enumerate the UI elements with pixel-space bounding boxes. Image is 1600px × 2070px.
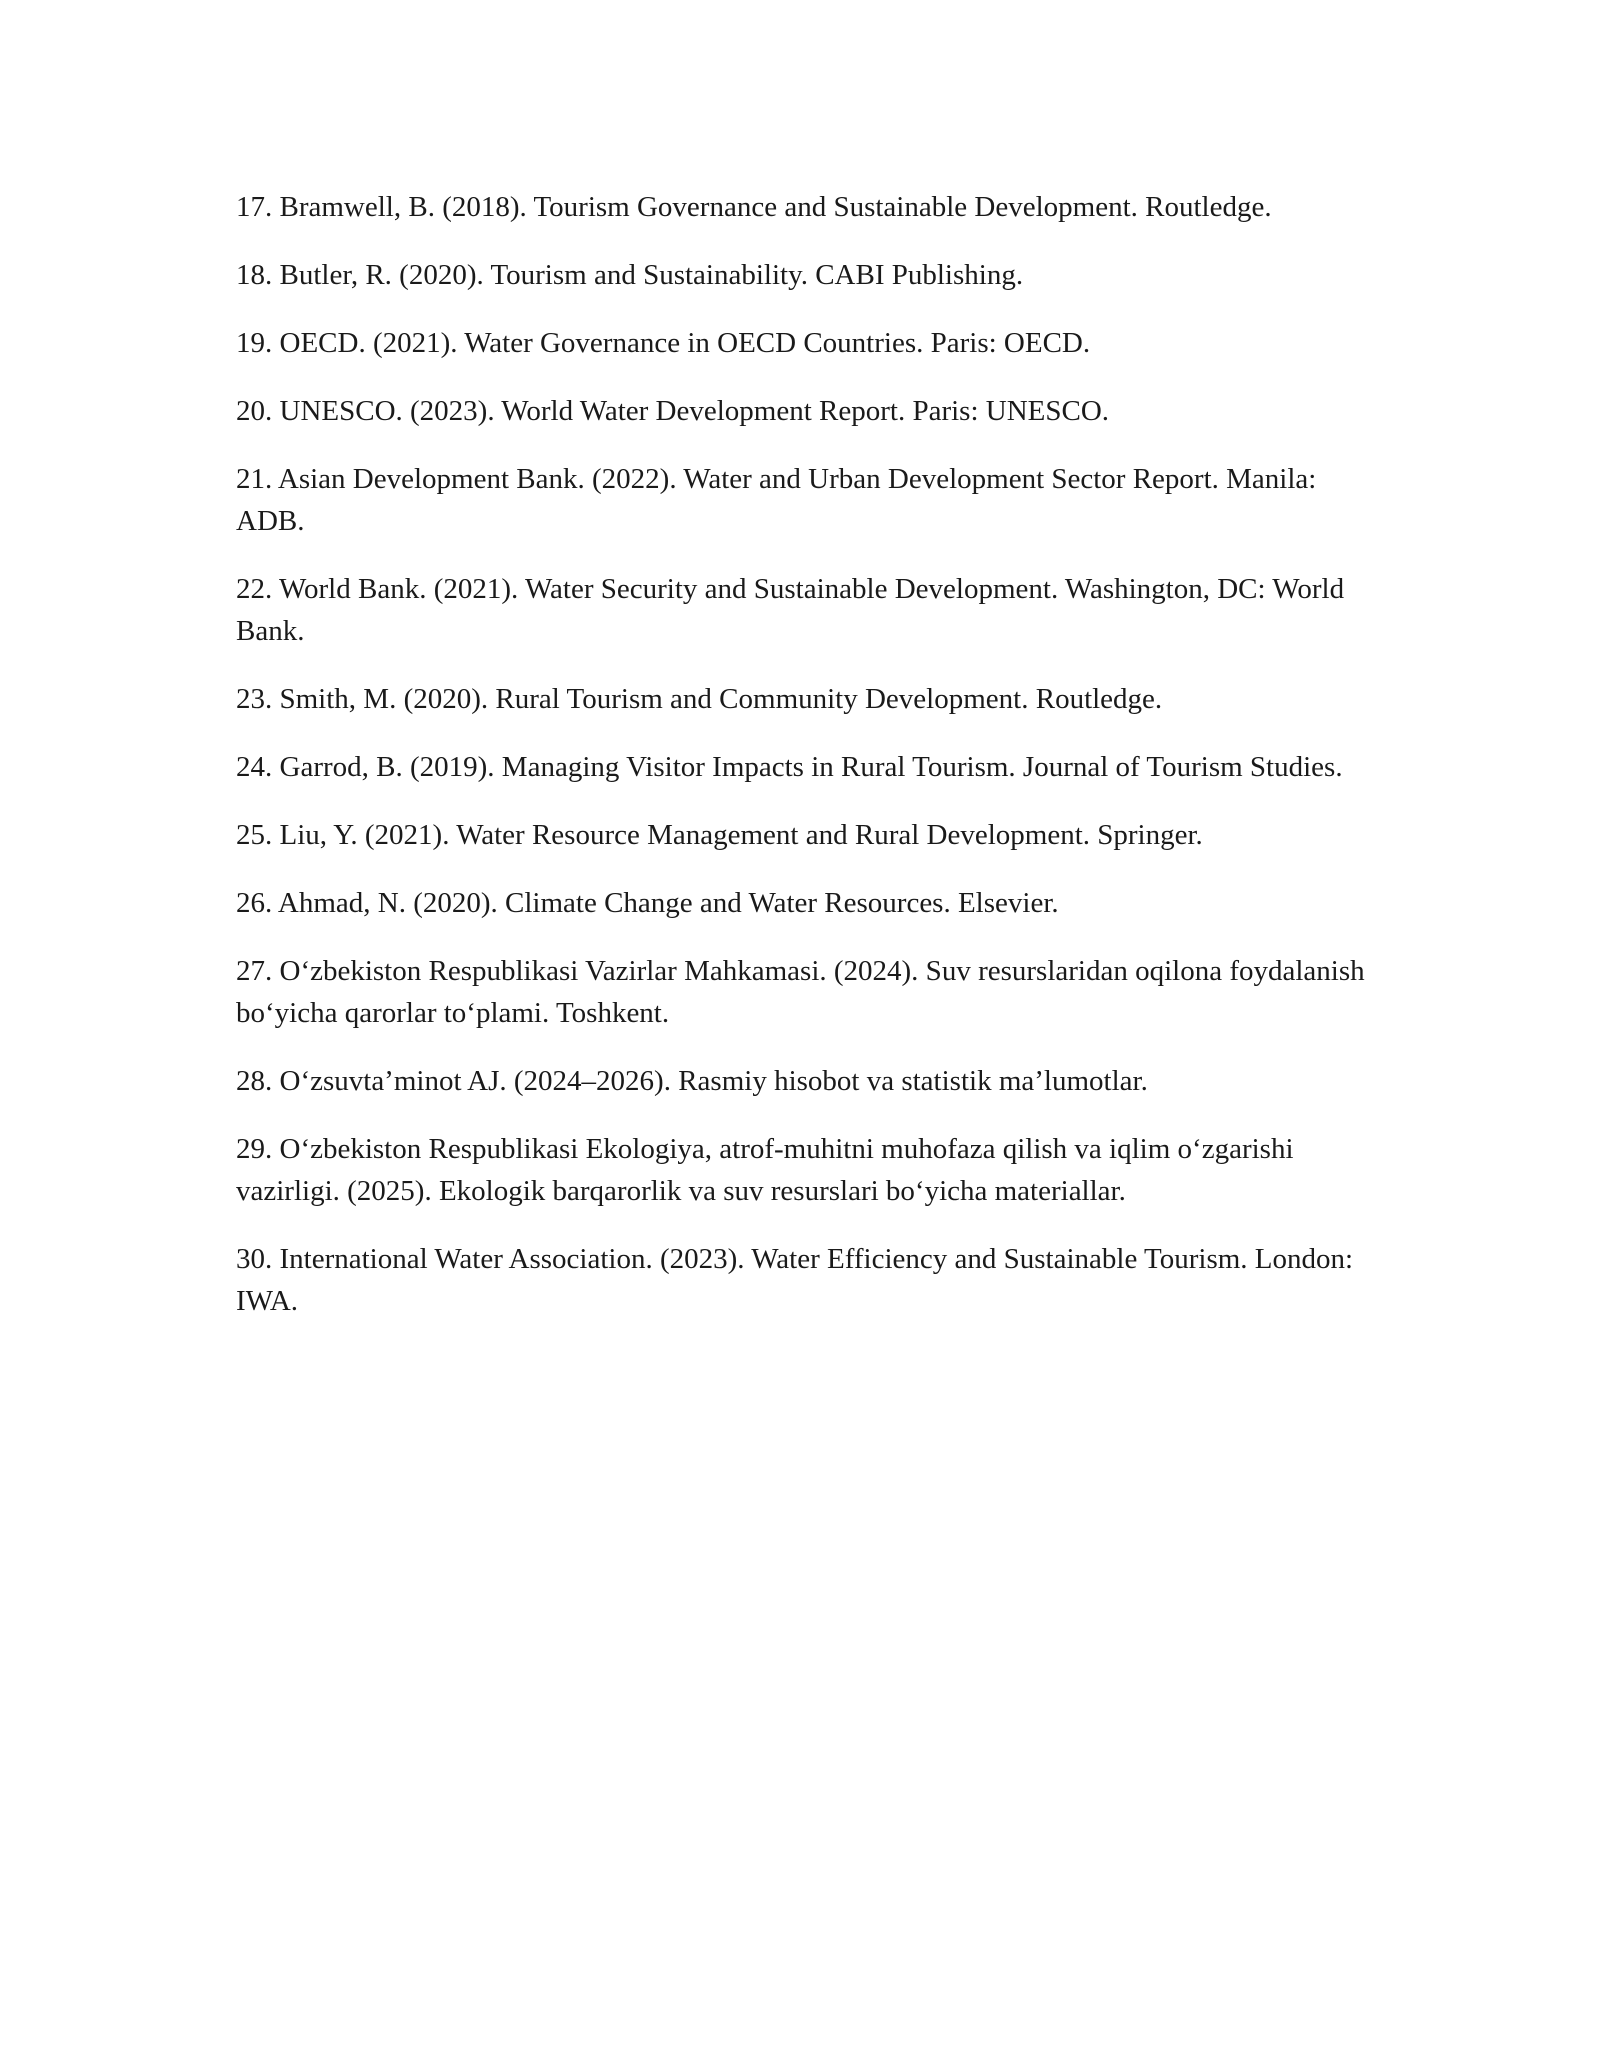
reference-item: 26. Ahmad, N. (2020). Climate Change and Water Resources. Elsevier. bbox=[236, 887, 1059, 919]
reference-item: 30. International Water Association. (2023). Water Efficiency and Sustainable Tourism. London: IWA. bbox=[236, 1243, 1354, 1317]
reference-item: 21. Asian Development Bank. (2022). Water and Urban Development Sector Report. Manila: ADB. bbox=[236, 463, 1317, 537]
reference-item: 24. Garrod, B. (2019). Managing Visitor Impacts in Rural Tourism. Journal of Tourism Studies. bbox=[236, 751, 1343, 783]
reference-item: 25. Liu, Y. (2021). Water Resource Management and Rural Development. Springer. bbox=[236, 819, 1203, 851]
reference-item: 20. UNESCO. (2023). World Water Development Report. Paris: UNESCO. bbox=[236, 395, 1110, 427]
reference-item: 27. O‘zbekiston Respublikasi Vazirlar Mahkamasi. (2024). Suv resurslaridan oqilona foydalanish bo‘yicha qarorlar to‘plami. Toshkent. bbox=[236, 955, 1365, 1029]
reference-item: 28. O‘zsuvta’minot AJ. (2024–2026). Rasmiy hisobot va statistik ma’lumotlar. bbox=[236, 1065, 1148, 1097]
reference-item: 19. OECD. (2021). Water Governance in OECD Countries. Paris: OECD. bbox=[236, 327, 1091, 359]
reference-item: 18. Butler, R. (2020). Tourism and Sustainability. CABI Publishing. bbox=[236, 259, 1024, 291]
reference-item: 22. World Bank. (2021). Water Security and Sustainable Development. Washington, DC: World Bank. bbox=[236, 573, 1345, 647]
reference-list bbox=[236, 186, 1386, 1348]
reference-item: 29. O‘zbekiston Respublikasi Ekologiya, atrof-muhitni muhofaza qilish va iqlim o‘zgarishi vazirligi. (2025). Ekologik barqarorlik va suv resurslari bo‘yicha materiallar. bbox=[236, 1133, 1294, 1207]
reference-item: 23. Smith, M. (2020). Rural Tourism and Community Development. Routledge. bbox=[236, 683, 1163, 715]
reference-item: 17. Bramwell, B. (2018). Tourism Governance and Sustainable Development. Routledge. bbox=[236, 191, 1272, 223]
